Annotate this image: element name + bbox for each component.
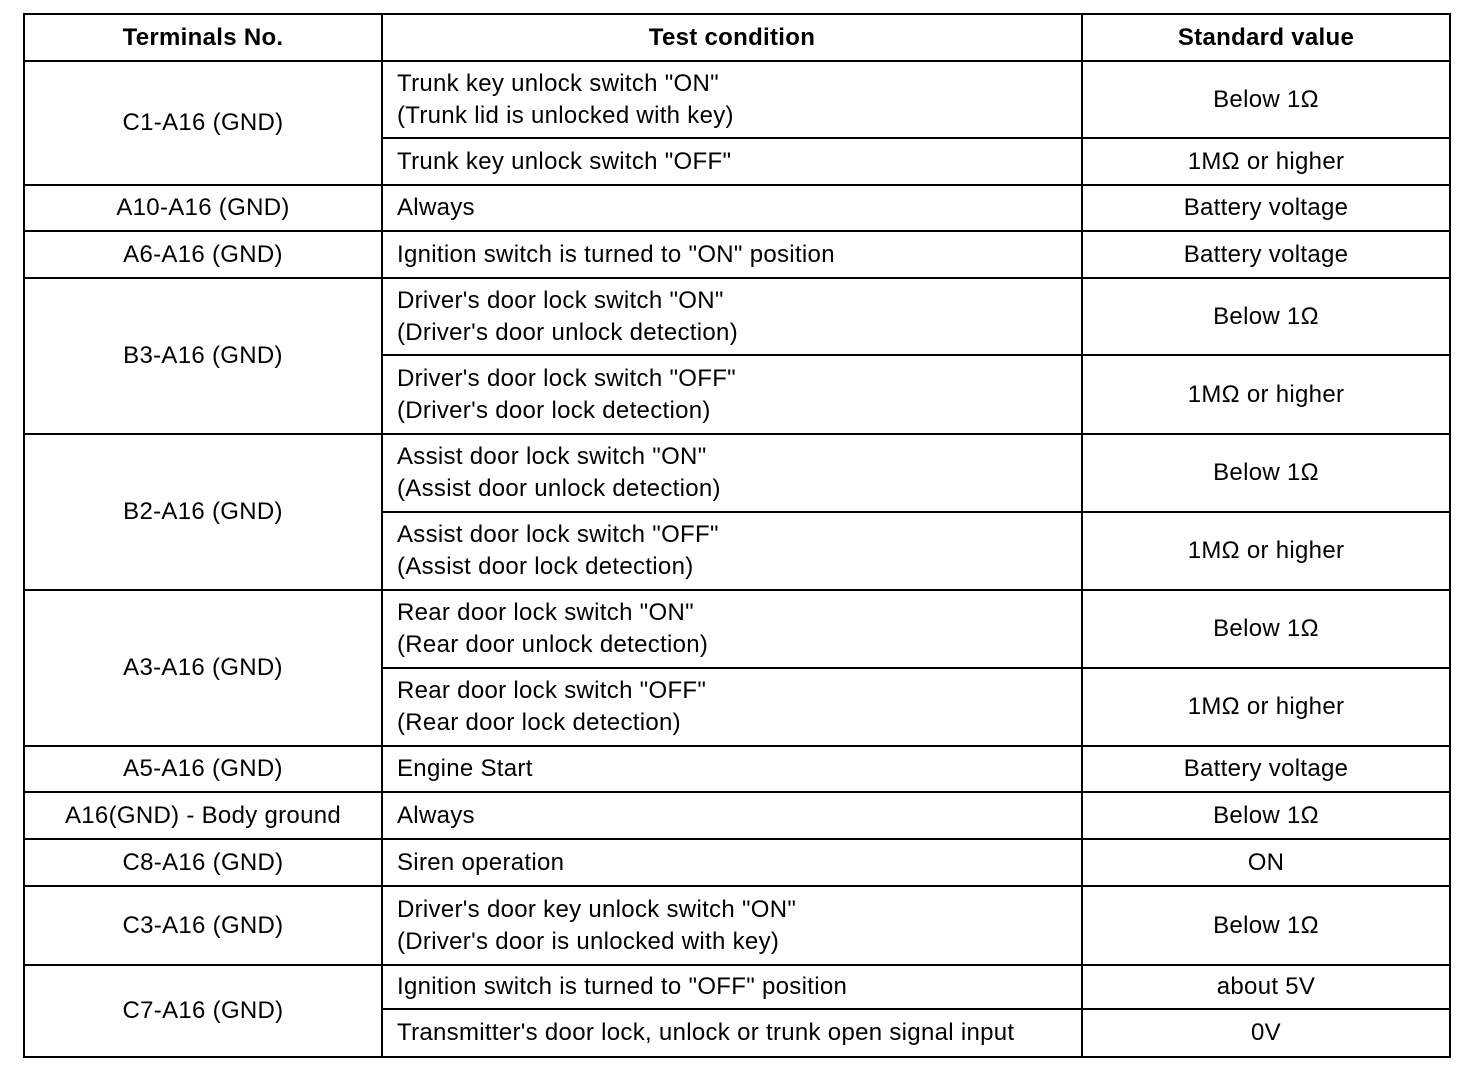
test-condition-cell: Ignition switch is turned to "OFF" position [382,965,1082,1009]
test-condition-cell: Always [382,792,1082,839]
standard-value-cell: 1MΩ or higher [1082,355,1450,434]
test-condition-cell: Always [382,185,1082,231]
test-condition-cell: Driver's door lock switch "OFF" (Driver's door lock detection) [382,355,1082,434]
test-condition-cell: Assist door lock switch "OFF" (Assist door lock detection) [382,512,1082,590]
test-condition-cell: Driver's door lock switch "ON" (Driver's door unlock detection) [382,278,1082,355]
standard-value-cell: Below 1Ω [1082,590,1450,668]
standard-value-cell: Below 1Ω [1082,61,1450,138]
terminal-cell: A5-A16 (GND) [24,746,382,792]
terminal-cell: A16(GND) - Body ground [24,792,382,839]
standard-value-cell: Battery voltage [1082,746,1450,792]
test-condition-cell: Trunk key unlock switch "OFF" [382,138,1082,185]
table-row [24,792,1450,839]
table-row [24,231,1450,278]
test-condition-cell: Assist door lock switch "ON" (Assist door unlock detection) [382,434,1082,512]
standard-value-cell: about 5V [1082,965,1450,1009]
terminal-cell: C1-A16 (GND) [24,61,382,185]
standard-value-cell: Battery voltage [1082,185,1450,231]
table-row [24,839,1450,886]
standard-value-cell: 0V [1082,1009,1450,1057]
test-condition-cell: Ignition switch is turned to "ON" position [382,231,1082,278]
table-row [24,278,1450,355]
terminal-cell: A6-A16 (GND) [24,231,382,278]
header-standard-value: Standard value [1082,14,1450,61]
table-row [24,434,1450,512]
standard-value-cell: 1MΩ or higher [1082,138,1450,185]
table-row [24,886,1450,965]
standard-value-cell: Below 1Ω [1082,792,1450,839]
standard-value-cell: 1MΩ or higher [1082,668,1450,746]
table-body [24,61,1450,1057]
standard-value-cell: Battery voltage [1082,231,1450,278]
table-row [24,590,1450,668]
terminal-cell: C3-A16 (GND) [24,886,382,965]
standard-value-cell: Below 1Ω [1082,434,1450,512]
standard-value-cell: 1MΩ or higher [1082,512,1450,590]
terminal-cell: A10-A16 (GND) [24,185,382,231]
specification-table [23,13,1451,1058]
standard-value-cell: Below 1Ω [1082,886,1450,965]
test-condition-cell: Engine Start [382,746,1082,792]
terminal-cell: C8-A16 (GND) [24,839,382,886]
test-condition-cell: Siren operation [382,839,1082,886]
test-condition-cell: Trunk key unlock switch "ON" (Trunk lid is unlocked with key) [382,61,1082,138]
header-terminals: Terminals No. [24,14,382,61]
terminal-cell: B2-A16 (GND) [24,434,382,590]
test-condition-cell: Transmitter's door lock, unlock or trunk open signal input [382,1009,1082,1057]
standard-value-cell: ON [1082,839,1450,886]
test-condition-cell: Driver's door key unlock switch "ON" (Driver's door is unlocked with key) [382,886,1082,965]
test-condition-cell: Rear door lock switch "OFF" (Rear door lock detection) [382,668,1082,746]
terminal-cell: C7-A16 (GND) [24,965,382,1057]
table-row [24,965,1450,1009]
standard-value-cell: Below 1Ω [1082,278,1450,355]
terminal-cell: B3-A16 (GND) [24,278,382,434]
table-row [24,746,1450,792]
table-row [24,61,1450,138]
header-row [24,14,1450,61]
test-condition-cell: Rear door lock switch "ON" (Rear door unlock detection) [382,590,1082,668]
terminal-cell: A3-A16 (GND) [24,590,382,746]
header-test-condition: Test condition [382,14,1082,61]
table-row [24,185,1450,231]
